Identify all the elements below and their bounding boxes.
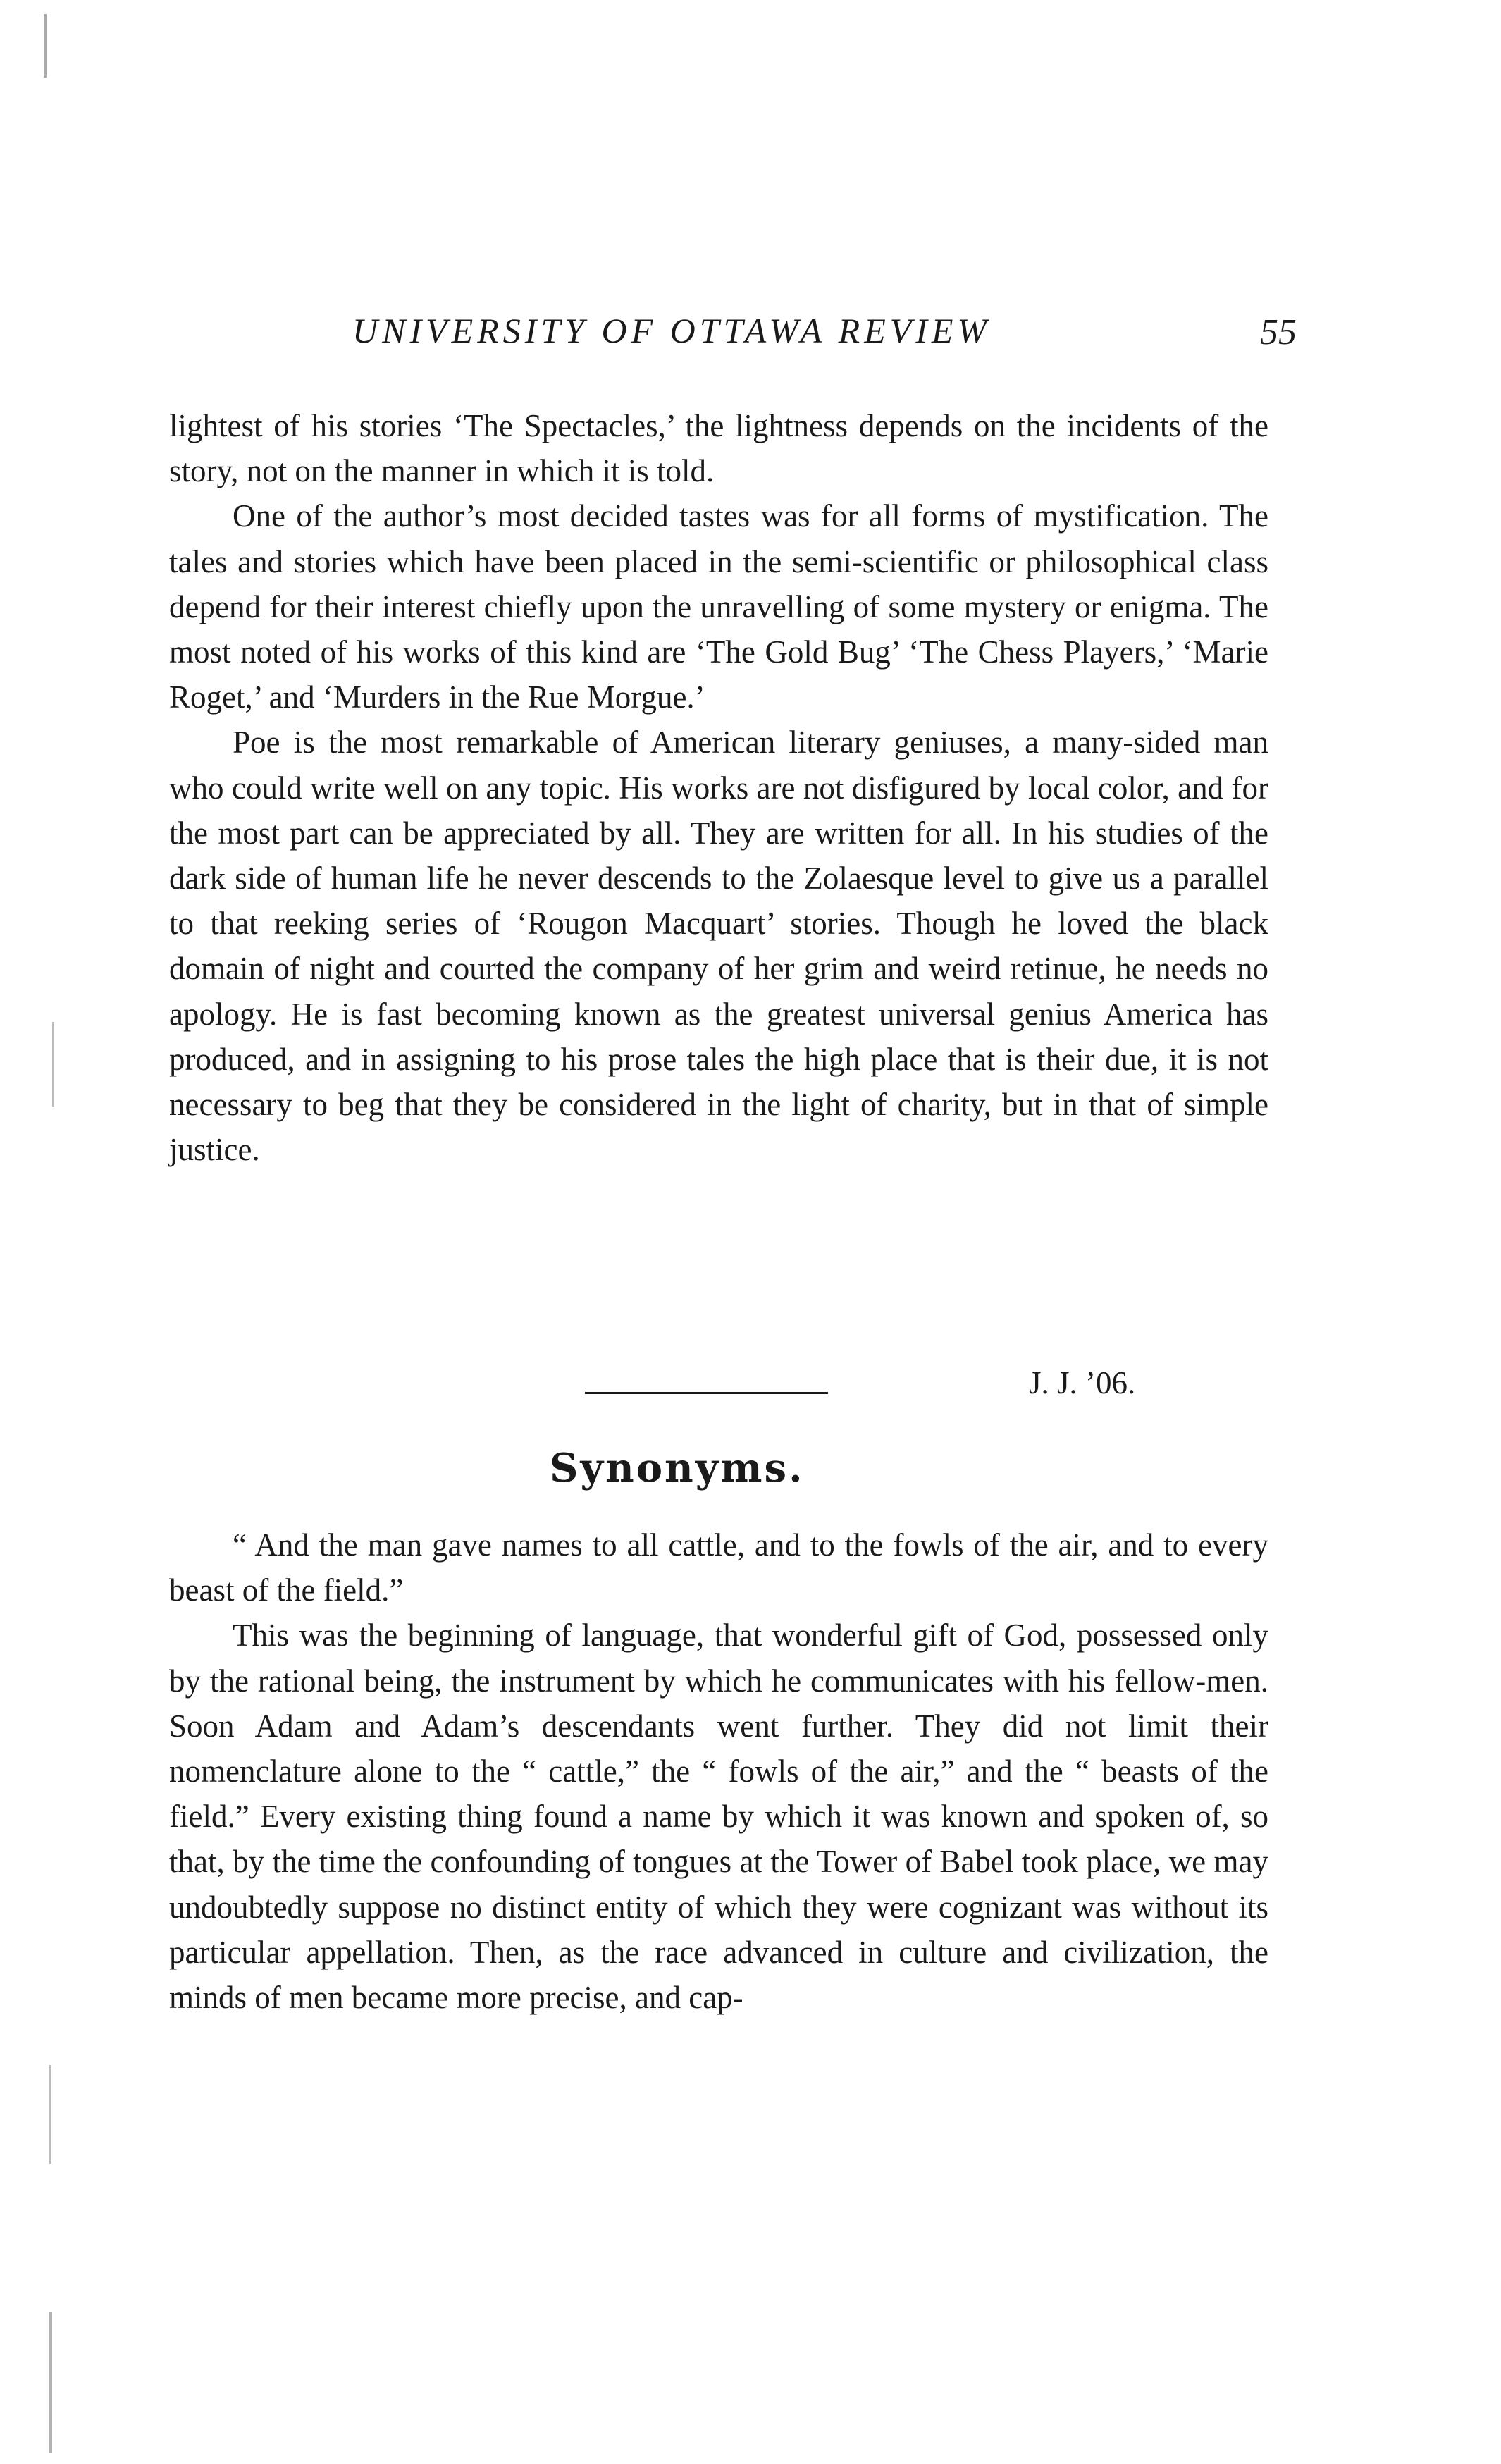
paragraph-language: This was the beginning of language, that wonderful gift of God, possessed only by the rational being, the instrument by which he communicates with his fellow-men. Soon Adam and Adam’s descendants went further. They did not limit their nomenclature alone to the “ cattle,” the “ fowls of the air,” and the “ beasts of the field.” Every existing thing found a name by which it was known and spoken of, so that, by the time the confounding of tongues at the Tower of Babel took place, we may undoubtedly suppose no distinct entity of which they were cognizant was without its particular appellation. Then, as the race advanced in culture and civilization, the minds of men became more precise, and cap- [169,1618,1268,2016]
author-signature: J. J. ’06. [1029,1365,1136,1400]
paragraph-poe-genius: Poe is the most remarkable of American literary geniuses, a many-sided man who could write well on any topic. His works are not disfigured by local color, and for the most part can be appreciated by all. They are written for all. In his studies of the dark side of human life he never descends to the Zolaesque level to give us a parallel to that reeking series of ‘Rougon Macquart’ stories. Though he loved the black domain of night and courted the company of her grim and weird retinue, he needs no apology. He is fast becoming known as the greatest universal genius America has produced, and in assigning to his prose tales the high place that is their due, it is not necessary to beg that they be considered in the light of charity, but in that of simple justice. [169,725,1268,1168]
margin-mark [49,2312,52,2453]
paragraph-continued: lightest of his stories ‘The Spectacles,’ the lightness depends on the incidents of the story, not on the manner in which it is told. [169,408,1268,489]
page-number: 55 [1260,312,1297,352]
section-divider [585,1392,828,1394]
synonyms-article [169,1522,1268,2020]
paragraph-epigraph: “ And the man gave names to all cattle, and to the fowls of the air, and to every beast of the field.” [169,1527,1268,1608]
running-head [352,310,1297,359]
running-title: UNIVERSITY OF OTTAWA REVIEW [352,311,992,350]
article-continuation [169,403,1268,1172]
margin-mark [49,2065,51,2164]
section-title: Synonyms. [550,1445,805,1491]
paragraph-mystification: One of the author’s most decided tastes was for all forms of mystification. The tales and stories which have been placed in the semi-scientific or philosophical class depend for their interest chiefly upon the unravelling of some mystery or enigma. The most noted of his works of this kind are ‘The Gold Bug’ ‘The Chess Players,’ ‘Marie Roget,’ and ‘Murders in the Rue Morgue.’ [169,498,1268,715]
margin-mark [44,14,47,78]
margin-mark [52,1022,54,1107]
